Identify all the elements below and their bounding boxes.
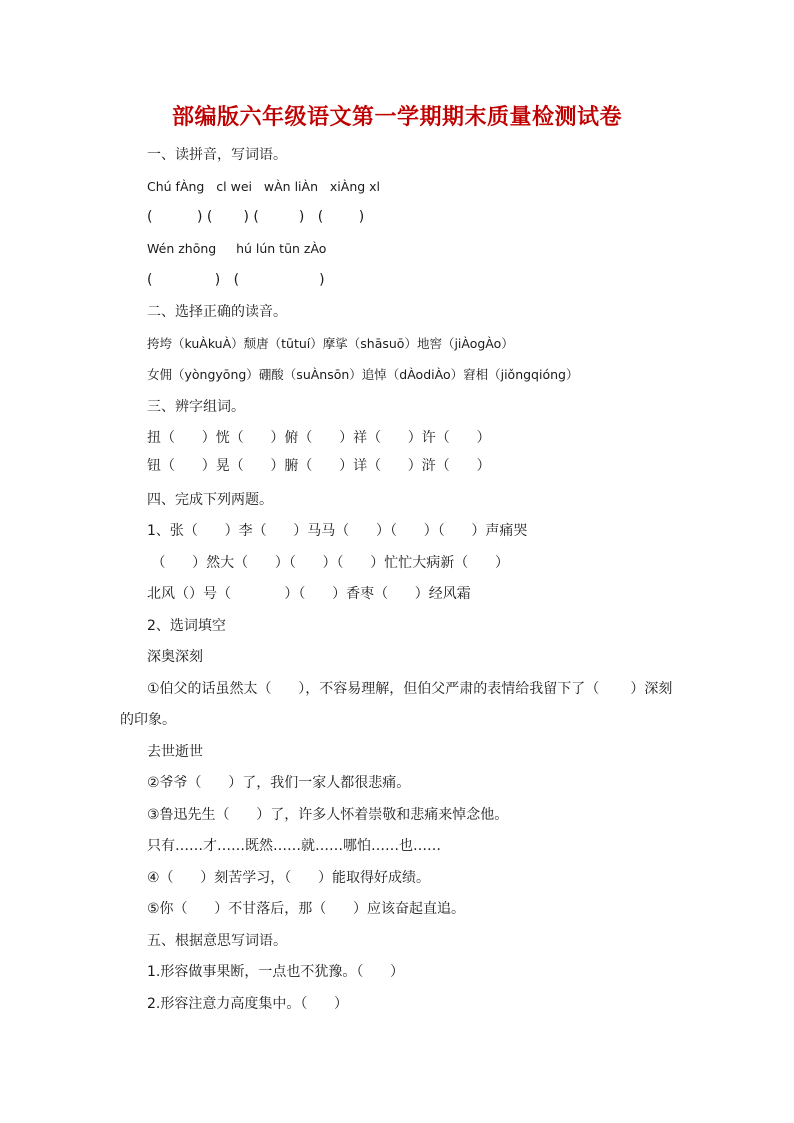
answer-brackets-row-2: ( ) ( ) xyxy=(147,272,325,288)
char-compare-row-1: 扭（ ）恍（ ）俯（ ）祥（ ）许（ ） xyxy=(147,430,491,446)
section-5-heading: 五、根据意思写词语。 xyxy=(147,933,287,949)
section-2-heading: 二、选择正确的读音。 xyxy=(147,304,287,320)
definition-1: 1.形容做事果断，一点也不犹豫。（ ） xyxy=(147,964,405,980)
idiom-row-2: （ ）然大（ ）（ ）（ ）忙忙大病新（ ） xyxy=(147,555,509,571)
sentence-1: ①伯父的话虽然太（ ），不容易理解，但伯父严肃的表情给我留下了（ ）深刻 xyxy=(147,681,673,697)
definition-2: 2.形容注意力高度集中。（ ） xyxy=(147,996,349,1012)
pinyin-row-2: Wén zhōng hú lún tūn zÀo xyxy=(147,241,327,256)
char-compare-row-2: 钮（ ）晃（ ）腑（ ）详（ ）浒（ ） xyxy=(147,458,491,474)
word-choice-pair-1: 深奥深刻 xyxy=(147,649,203,665)
idiom-row-1: 1、张（ ）李（ ）马马（ ）（ ）（ ）声痛哭 xyxy=(147,523,528,539)
exam-title: 部编版六年级语文第一学期期末质量检测试卷 xyxy=(171,104,622,130)
word-choice-pair-2: 去世逝世 xyxy=(147,744,203,760)
answer-brackets-row-1: ( ) ( ) ( ) ( ) xyxy=(147,209,365,225)
sentence-2: ②爷爷（ ）了，我们一家人都很悲痛。 xyxy=(147,775,411,791)
section-3-heading: 三、辨字组词。 xyxy=(147,399,245,415)
conjunction-pairs: 只有……才……既然……就……哪怕……也…… xyxy=(147,838,441,854)
pinyin-row-1: Chú fÀng cl wei wÀn liÀn xiÀng xl xyxy=(147,179,381,194)
sentence-1-continued: 的印象。 xyxy=(120,712,176,728)
sentence-3: ③鲁迅先生（ ）了，许多人怀着崇敬和悲痛来悼念他。 xyxy=(147,807,509,823)
section-4-heading: 四、完成下列两题。 xyxy=(147,492,273,508)
sentence-5: ⑤你（ ）不甘落后，那（ ）应该奋起直追。 xyxy=(147,901,465,917)
subsection-2-heading: 2、选词填空 xyxy=(147,618,226,634)
idiom-row-3: 北风（）号（ ）（ ）香枣（ ）经风霜 xyxy=(147,586,471,602)
reading-choice-row-1: 挎垮（kuÀkuÀ）颓唐（tūtuí）摩挲（shāsuō）地窖（jiÀogÀo） xyxy=(147,336,514,351)
section-1-heading: 一、读拼音，写词语。 xyxy=(147,147,287,163)
sentence-4: ④（ ）刻苦学习，（ ）能取得好成绩。 xyxy=(147,870,430,886)
reading-choice-row-2: 女佣（yòngyōng）硼酸（suÀnsōn）追悼（dÀodiÀo）窘相（jiǒngqióng） xyxy=(147,367,579,382)
